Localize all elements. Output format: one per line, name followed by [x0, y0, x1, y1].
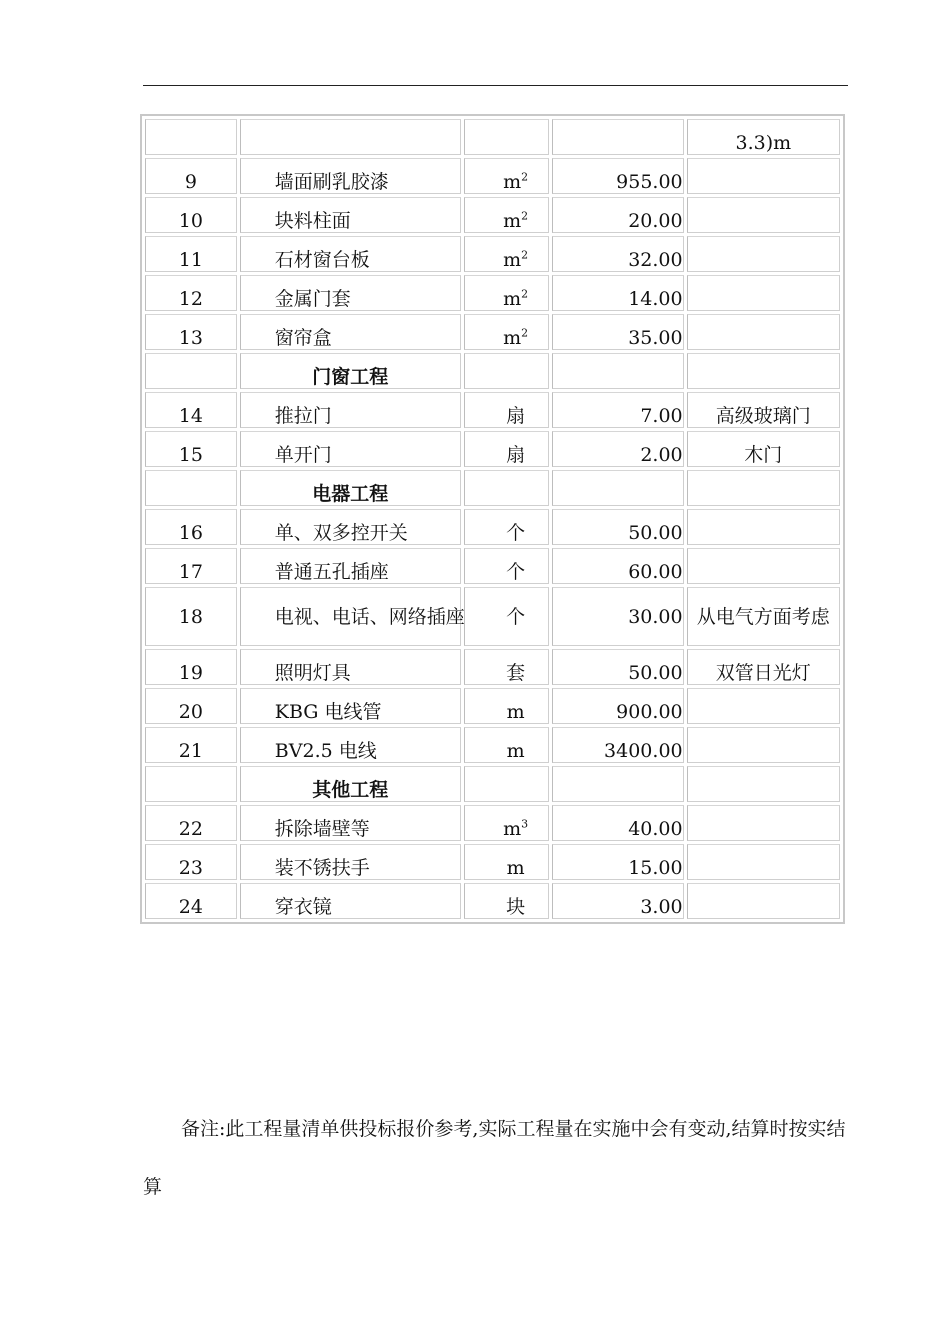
- cell-note: [687, 883, 840, 919]
- cell-unit: [464, 844, 550, 880]
- cell-name: 装不锈扶手: [240, 844, 461, 880]
- unit-exponent: 2: [521, 326, 529, 340]
- cell-note: [687, 805, 840, 841]
- cell-no: 13: [145, 314, 237, 350]
- cell-note: [687, 509, 840, 545]
- cell-no: 24: [145, 883, 237, 919]
- cell-qty: 2.00: [552, 431, 683, 467]
- unit-exponent: 3: [521, 817, 529, 831]
- cell-name: 照明灯具: [240, 649, 461, 685]
- quantity-table: [140, 114, 845, 924]
- table-row: [145, 119, 840, 155]
- header-rule: [143, 85, 848, 86]
- unit-exponent: 2: [521, 170, 529, 184]
- cell-note: [687, 314, 840, 350]
- unit-text: m: [503, 171, 522, 193]
- unit-text: m: [503, 818, 522, 840]
- cell-note: [687, 688, 840, 724]
- table-row: [145, 649, 840, 685]
- cell-name: 墙面刷乳胶漆: [240, 158, 461, 194]
- table-row: [145, 392, 840, 428]
- cell-note: [687, 766, 840, 802]
- cell-note: [687, 158, 840, 194]
- unit-text: 扇: [506, 405, 526, 427]
- cell-note: 木门: [687, 431, 840, 467]
- unit-exponent: 2: [521, 209, 529, 223]
- unit-text: m: [506, 740, 525, 762]
- cell-no: 12: [145, 275, 237, 311]
- cell-qty: 30.00: [552, 587, 683, 646]
- cell-no: 15: [145, 431, 237, 467]
- table-row: [145, 314, 840, 350]
- table-row: [145, 727, 840, 763]
- table-row: [145, 688, 840, 724]
- cell-qty: [552, 119, 683, 155]
- cell-note: 从电气方面考虑: [687, 587, 840, 646]
- table-row: [145, 236, 840, 272]
- table-body: [145, 119, 840, 919]
- cell-qty: 3400.00: [552, 727, 683, 763]
- section-title: 门窗工程: [240, 353, 461, 389]
- cell-no: 16: [145, 509, 237, 545]
- cell-no: 21: [145, 727, 237, 763]
- cell-unit: [464, 158, 550, 194]
- unit-text: m: [503, 210, 522, 232]
- cell-unit: [464, 314, 550, 350]
- cell-unit: [464, 197, 550, 233]
- unit-text: 个: [506, 605, 526, 628]
- cell-no: 20: [145, 688, 237, 724]
- cell-qty: [552, 470, 683, 506]
- cell-no: [145, 766, 237, 802]
- cell-qty: 7.00: [552, 392, 683, 428]
- cell-name: 单、双多控开关: [240, 509, 461, 545]
- cell-unit: [464, 236, 550, 272]
- cell-qty: [552, 766, 683, 802]
- cell-no: 23: [145, 844, 237, 880]
- cell-note: [687, 470, 840, 506]
- unit-text: 扇: [506, 444, 526, 466]
- cell-note: [687, 353, 840, 389]
- section-row: [145, 353, 840, 389]
- cell-unit: [464, 883, 550, 919]
- cell-qty: 3.00: [552, 883, 683, 919]
- cell-no: [145, 470, 237, 506]
- cell-name: 金属门套: [240, 275, 461, 311]
- cell-no: 19: [145, 649, 237, 685]
- cell-qty: 15.00: [552, 844, 683, 880]
- cell-unit: [464, 470, 550, 506]
- section-title: 电器工程: [240, 470, 461, 506]
- cell-name: 拆除墙壁等: [240, 805, 461, 841]
- cell-unit: [464, 587, 550, 646]
- cell-unit: [464, 431, 550, 467]
- cell-no: 9: [145, 158, 237, 194]
- cell-name: [240, 119, 461, 155]
- cell-qty: 35.00: [552, 314, 683, 350]
- unit-text: m: [506, 857, 525, 879]
- cell-unit: [464, 766, 550, 802]
- cell-name: 电视、电话、网络插座: [240, 587, 461, 646]
- cell-no: 17: [145, 548, 237, 584]
- table-row: [145, 158, 840, 194]
- unit-text: 套: [506, 662, 526, 684]
- cell-note: 高级玻璃门: [687, 392, 840, 428]
- table-row: [145, 275, 840, 311]
- cell-qty: 14.00: [552, 275, 683, 311]
- cell-name: 窗帘盒: [240, 314, 461, 350]
- cell-name: KBG 电线管: [240, 688, 461, 724]
- remark-note: 备注:此工程量清单供投标报价参考,实际工程量在实施中会有变动,结算时按实结算: [143, 1118, 846, 1198]
- cell-note: [687, 236, 840, 272]
- cell-name: 单开门: [240, 431, 461, 467]
- cell-qty: 32.00: [552, 236, 683, 272]
- cell-unit: [464, 119, 550, 155]
- cell-unit: [464, 649, 550, 685]
- cell-unit: [464, 275, 550, 311]
- cell-note: [687, 548, 840, 584]
- table-row: [145, 197, 840, 233]
- cell-name: 推拉门: [240, 392, 461, 428]
- cell-name: 块料柱面: [240, 197, 461, 233]
- cell-no: 11: [145, 236, 237, 272]
- unit-exponent: 2: [521, 287, 529, 301]
- cell-unit: [464, 509, 550, 545]
- cell-note: 3.3)m: [687, 119, 840, 155]
- cell-unit: [464, 392, 550, 428]
- table-row: [145, 431, 840, 467]
- cell-qty: 40.00: [552, 805, 683, 841]
- cell-unit: [464, 688, 550, 724]
- unit-text: m: [503, 249, 522, 271]
- table-row: [145, 844, 840, 880]
- section-row: [145, 470, 840, 506]
- cell-note: 双管日光灯: [687, 649, 840, 685]
- cell-no: 22: [145, 805, 237, 841]
- cell-name: 普通五孔插座: [240, 548, 461, 584]
- cell-name: BV2.5 电线: [240, 727, 461, 763]
- cell-unit: [464, 548, 550, 584]
- unit-text: 个: [506, 561, 526, 583]
- cell-no: 18: [145, 587, 237, 646]
- table-row: [145, 587, 840, 646]
- table-row: [145, 805, 840, 841]
- table-row: [145, 883, 840, 919]
- unit-text: 个: [506, 522, 526, 544]
- cell-qty: 50.00: [552, 509, 683, 545]
- cell-note: [687, 727, 840, 763]
- cell-no: 14: [145, 392, 237, 428]
- unit-text: 块: [506, 896, 526, 918]
- unit-exponent: 2: [521, 248, 529, 262]
- cell-qty: 20.00: [552, 197, 683, 233]
- section-title: 其他工程: [240, 766, 461, 802]
- cell-qty: 955.00: [552, 158, 683, 194]
- table-row: [145, 509, 840, 545]
- cell-note: [687, 275, 840, 311]
- cell-no: 10: [145, 197, 237, 233]
- cell-no: [145, 353, 237, 389]
- cell-note: [687, 197, 840, 233]
- unit-text: m: [503, 327, 522, 349]
- cell-qty: [552, 353, 683, 389]
- cell-name: 穿衣镜: [240, 883, 461, 919]
- cell-unit: [464, 353, 550, 389]
- cell-note: [687, 844, 840, 880]
- unit-text: m: [503, 288, 522, 310]
- cell-no: [145, 119, 237, 155]
- cell-qty: 900.00: [552, 688, 683, 724]
- cell-qty: 50.00: [552, 649, 683, 685]
- unit-text: m: [506, 701, 525, 723]
- cell-unit: [464, 727, 550, 763]
- cell-qty: 60.00: [552, 548, 683, 584]
- cell-unit: [464, 805, 550, 841]
- section-row: [145, 766, 840, 802]
- table-row: [145, 548, 840, 584]
- cell-name: 石材窗台板: [240, 236, 461, 272]
